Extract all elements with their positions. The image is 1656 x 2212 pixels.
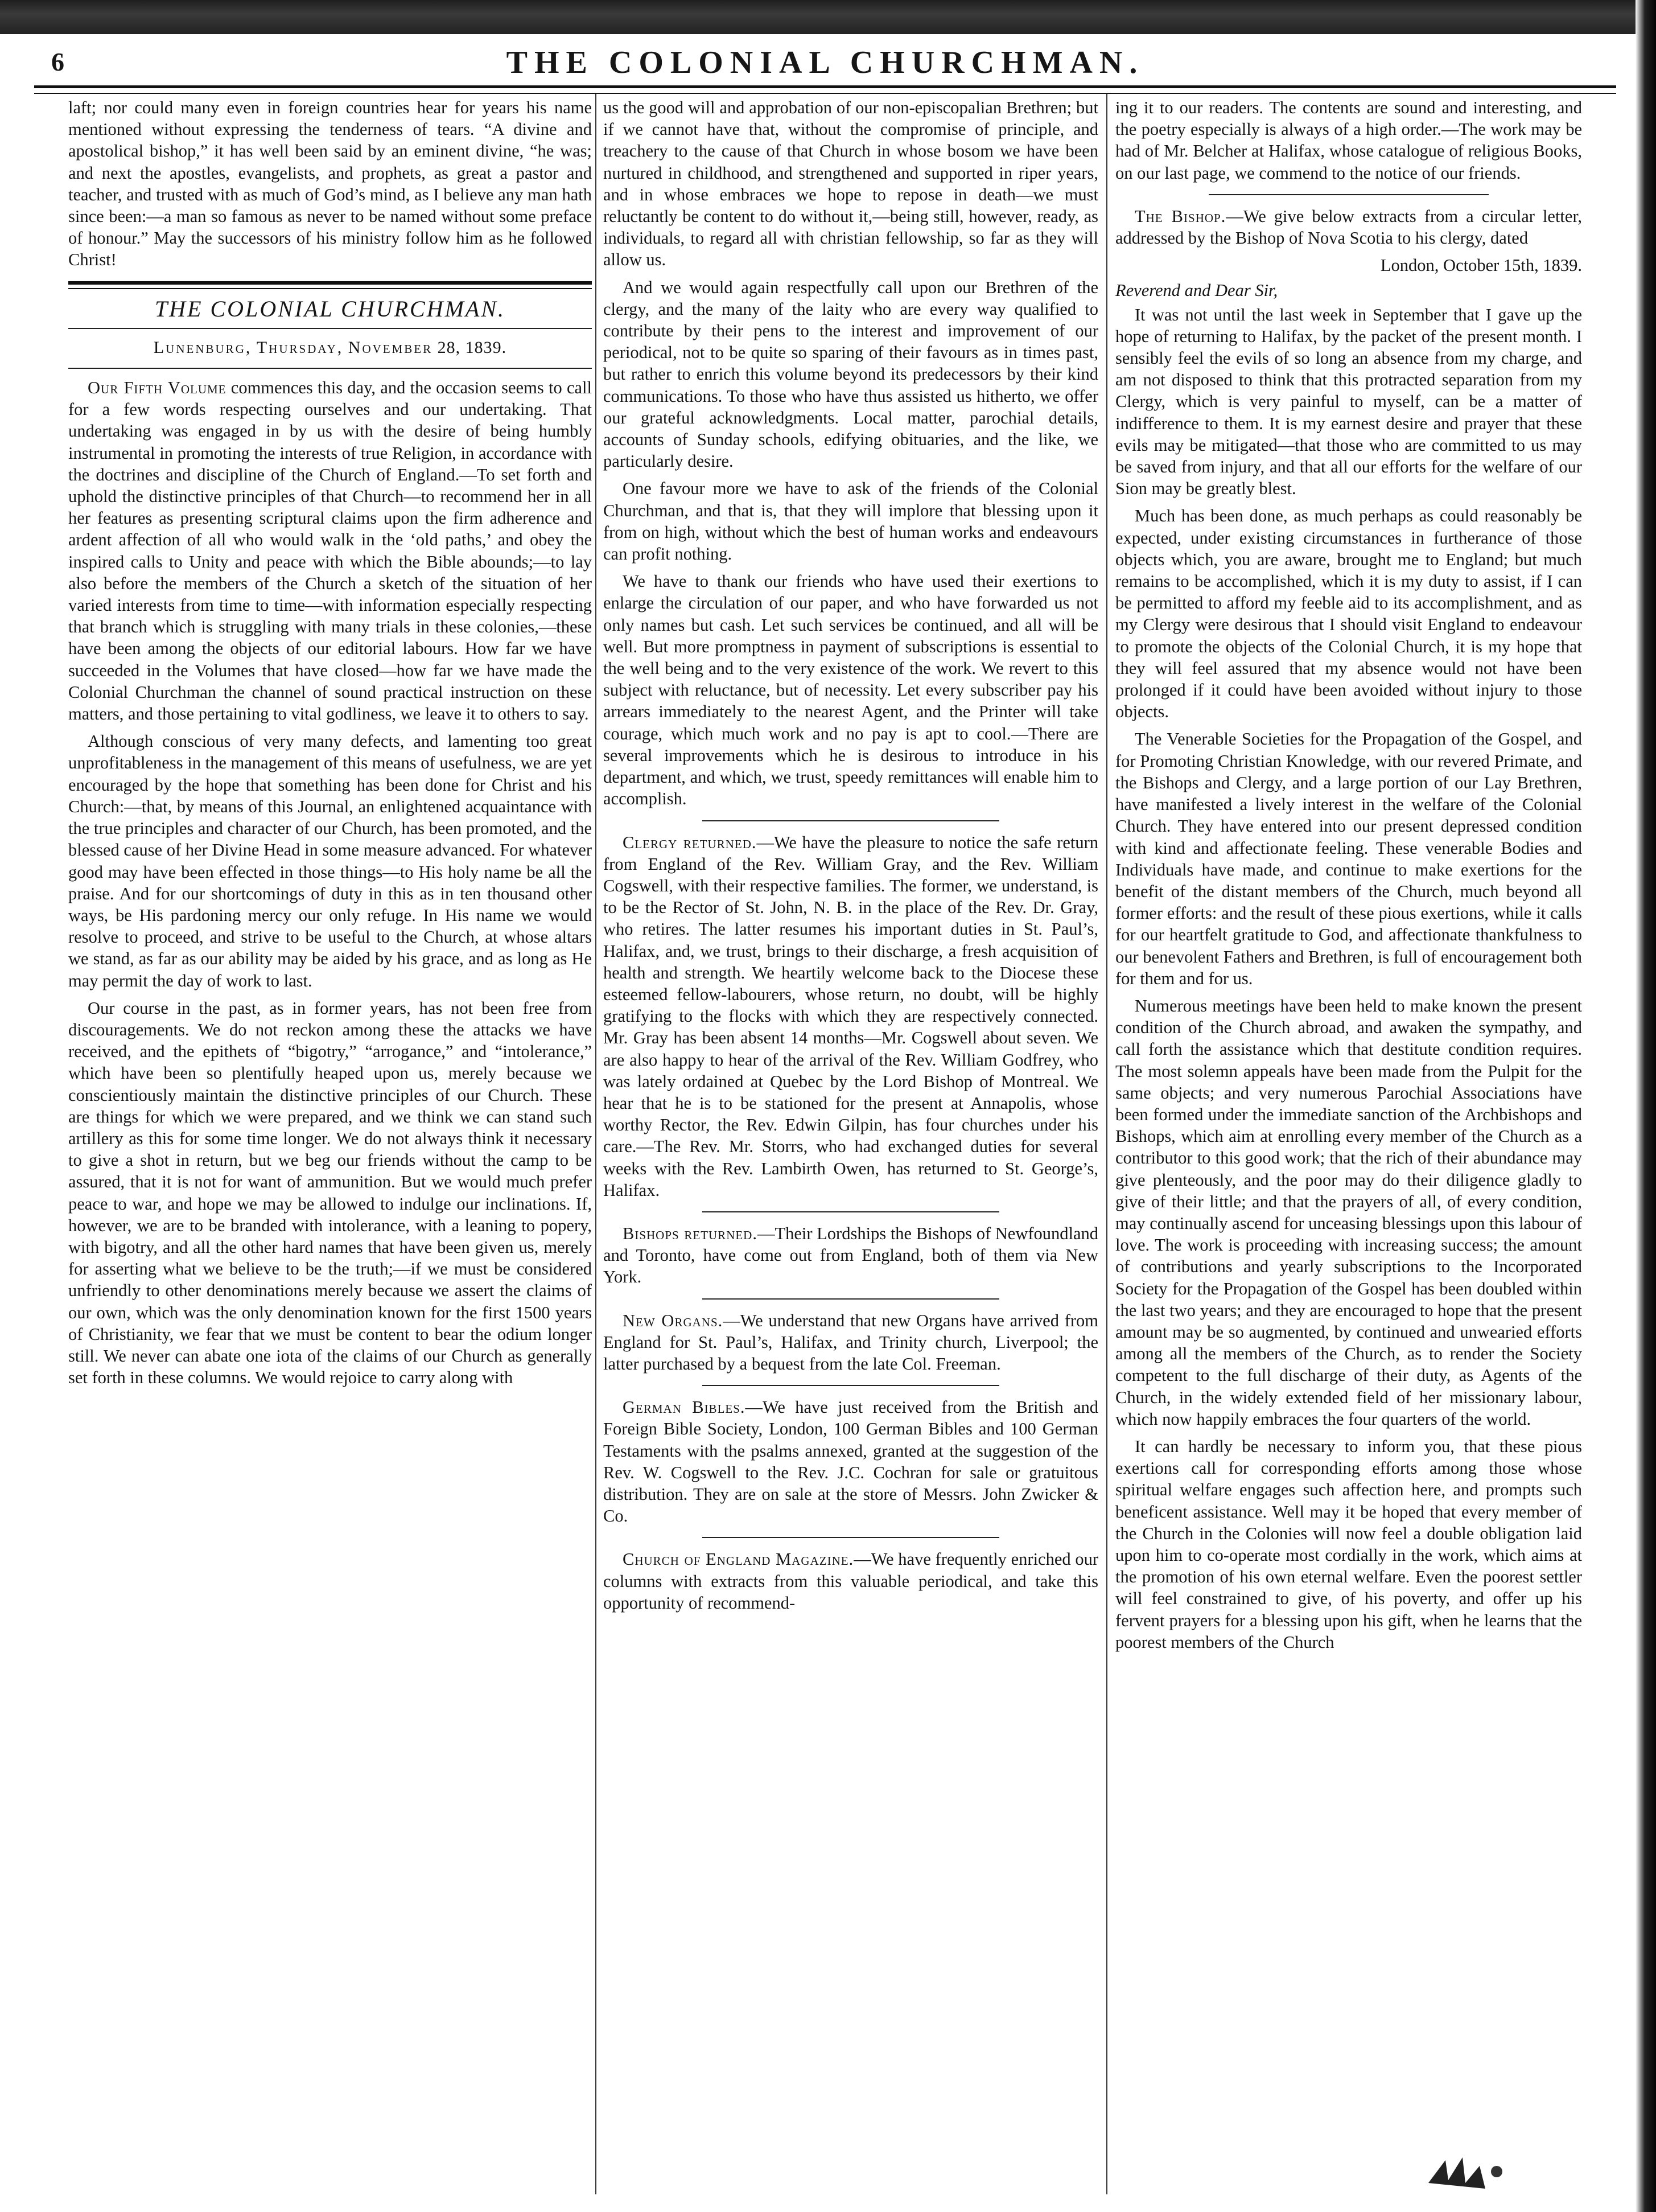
column-3 <box>1115 97 1582 1659</box>
paragraph: And we would again respectfully call upon our Brethren of the clergy, and the many of the laity who are every way qualified to contribute by their pens to the interest and improvement of our periodical, not to be quite so sparing of their favours as in times past, but rather to enrich this volume beyond its predecessors by their kind communications. To those who have thus assisted us hitherto, we offer our grateful acknowledgments. Local matter, parochial details, accounts of Sunday schools, edifying obituaries, and the like, we particularly desire. <box>603 277 1098 471</box>
editorial-paragraph: Our Fifth Volume commences this day, and the occasion seems to call for a few words respecting ourselves and our undertaking. That undertaking was engaged in by us with the desire of being humbly instrumental in promoting the interests of true Religion, in accordance with the doctrines and discipline of the Church of England.—To set forth and uphold the distinctive principles of that Church—to recommend her in all her features as presenting scriptural claims upon the firm adherence and ardent affection of all who would walk in the ‘old paths,’ and obey the inspired calls to Unity and peace with which the Bible abounds;—to lay also before the members of the Church a sketch of the situation of her varied interests from time to time—with information especially respecting that branch which is struggling with many trials in these colonies,—these have been among the objects of our editorial labours. How far we have succeeded in the Volumes that have closed—how far we have made the Colonial Churchman the channel of sound practical instruction on these matters, and those pertaining to vital godliness, we leave it to others to say. <box>68 378 592 724</box>
notice-lead: German Bibles. <box>623 1397 745 1417</box>
dateline-place: Lunenburg, <box>153 338 252 357</box>
double-rule <box>68 281 592 289</box>
paragraph: One favour more we have to ask of the friends of the Colonial Churchman, and that is, that they will implore that blessing upon it from on high, without which the best of human works and endeavours can profit nothing. <box>603 479 1098 564</box>
letter-paragraph: The Venerable Societies for the Propagation of the Gospel, and for Promoting Christian Knowledge, with our revered Primate, and the Bishops and Clergy, and a large portion of our Lay Brethren, have manifested a lively interest in the welfare of the Colonial Church. They have entered into our present depressed condition with kind and affectionate feeling. These venerable Bodies and Individuals have made, and continue to make exertions for the benefit of the distant members of the Church, much beyond all former efforts: and the result of these pious exertions, while it calls for our heartfelt gratitude to God, and affectionate thankfulness to our benevolent Fathers and Brethren, is full of encouragement both for them and for us. <box>1115 729 1582 988</box>
notice-german-bibles: German Bibles.—We have just received from the British and Foreign Bible Society, London, 100 German Bibles and 100 German Testaments with the psalms annexed, granted at the suggestion of the Rev. W. Cogswell to the Rev. J.C. Cochran for sale or gratuitous distribution. They are on sale at the store of Messrs. John Zwicker & Co. <box>603 1397 1098 1526</box>
rule <box>68 368 592 369</box>
notice-lead: Clergy returned. <box>623 832 757 852</box>
dateline <box>68 337 592 359</box>
paper-title: THE COLONIAL CHURCHMAN. <box>154 295 506 322</box>
scan-right-edge <box>1636 0 1656 2212</box>
letter-paragraph: Numerous meetings have been held to make known the present condition of the Church abroad, and awaken the sympathy, and call forth the assistance which that destitute condition requires. The most solemn appeals have been made from the Pulpit for the same objects; and very numerous Parochial Associations have been formed under the immediate sanction of the Archbishops and Bishops, which aim at enrolling every member of the Church as a contributor to this good work; that the rich of their abundance may give plenteously, and the poor may do their diligence gladly to give of their little; and that the prayers of all, of every condition, may continually ascend for unceasing blessings upon this labour of love. The work is proceeding with increasing success; the amount of contributions and yearly subscriptions to the Incorporated Society for the Propagation of the Gospel has been doubled within the last two years; and they are encouraged to hope that the present amount may be so augmented, by continued and unwearied efforts among all the members of the Church, as to render the Society competent to the full discharge of their duty, as Agents of the Church, in the widely extended field of her missionary labour, which now happily embraces the four quarters of the world. <box>1115 996 1582 1429</box>
letter-paragraph: It was not until the last week in September that I gave up the hope of returning to Halifax, by the packet of the present month. I sensibly feel the evils of so long an absence from my charge, and am not disposed to think that this protracted separation from my Clergy, which is very painful to myself, can be a matter of indifference to them. It is my earnest desire and prayer that these evils may be mitigated—that those who are committed to us may be saved from injury, and that all our efforts for the welfare of our Sion may be greatly blest. <box>1115 305 1582 499</box>
page-header <box>51 47 1599 81</box>
scan-top-edge <box>0 0 1656 34</box>
carryover-paragraph: laft; nor could many even in foreign countries hear for years his name mentioned without expressing the tenderness of tears. “A divine and apostolical bishop,” it has well been said by an eminent divine, “he was; and next the apostles, evangelists, and prophets, as great a pastor and teacher, and trusted with as much of God’s mind, as I believe any man hath since been:—a man so famous as never to be named without some preface of honour.” May the successors of his ministry follow him as he followed Christ! <box>68 98 592 270</box>
section-rule <box>702 1211 999 1212</box>
header-rule <box>34 85 1616 94</box>
letter-paragraph: Much has been done, as much perhaps as could reasonably be expected, under existing circumstances in furtherance of those objects which, you are aware, brought me to England; but much remains to be accomplished, which it is my duty to assist, if I can be permitted to afford my feeble aid to its accomplishment, and as my Clergy were desirous that I should visit England to endeavour to promote the objects of the Colonial Church, it is my hope that they will feel assured that my absence would not have been prolonged if it could have been avoided without injury to those objects. <box>1115 506 1582 722</box>
notice-lead: Church of England Magazine. <box>623 1549 854 1569</box>
column-2 <box>603 97 1098 1619</box>
letter-salutation: Reverend and Dear Sir, <box>1115 281 1278 301</box>
notice-new-organs: New Organs.—We understand that new Organs have arrived from England for St. Paul’s, Halifax, and Trinity church, Liverpool; the latter purchased by a bequest from the late Col. Freeman. <box>603 1310 1098 1374</box>
editorial-paragraph: Although conscious of very many defects, and lamenting too great unprofitableness in the management of this means of usefulness, we are yet encouraged by the hope that something has been done for Christ and his Church:—that, by means of this Journal, an enlightened acquaintance with the true principles and character of our Church, has been promoted, and the blessed cause of her Divine Head in some measure advanced. For whatever good may have been effected in those things—to His holy name be all the praise. And for our shortcomings of duty in this as in ten thousand other ways, be His pardoning mercy our only refuge. In His name we would resolve to proceed, and strive to be useful to the Church, at whose altars we stand, as far as our ability may be aided by his grace, and as long as He may permit the day of work to last. <box>68 731 592 990</box>
column-rule-1 <box>595 94 596 2194</box>
editorial-lead: Our Fifth Volume <box>88 378 226 398</box>
dateline-month: November <box>348 338 433 357</box>
column-rule-2 <box>1106 94 1107 2194</box>
notice-bishops-returned: Bishops returned.—Their Lordships the Bishops of Newfoundland and Toronto, have come out from England, both of them via New York. <box>603 1223 1099 1287</box>
page-number: 6 <box>51 47 64 76</box>
editorial-paragraph: Our course in the past, as in former years, has not been free from discouragements. We do not reckon among these the attacks we have received, and the epithets of “bigotry,” “arrogance,” and “intolerance,” which have been so plentifully heaped upon us, merely because we conscientiously maintain the distinctive principles of our Church. These are things for which we were prepared, and we think we can stand such artillery as this for some time longer. We do not always think it necessary to give a shot in return, but we beg our friends without the camp to be assured, that it is not for want of ammunition. But we would much prefer peace to war, and hope we may be allowed to indulge our inclinations. If, however, we are to be branded with intolerance, with a leaning to popery, with bigotry, and all the other hard names that have been given us, merely for asserting what we believe to be the truth;—if we must be considered unfriendly to other denominations merely because we assert the claims of our own, which was the only denomination known for the first 1500 years of Christianity, we fear that we must be content to bear the odium longer still. We never can abate one iota of the claims of our Church as generally set forth in these columns. We would rejoice to carry along with <box>68 998 592 1388</box>
continued-paragraph: ing it to our readers. The contents are sound and interesting, and the poetry especially is always of a high order.—The work may be had of Mr. Belcher at Halifax, whose catalogue of religious Books, on our last page, we commend to the notice of our friends. <box>1115 98 1582 183</box>
section-rule <box>702 1298 999 1300</box>
section-rule <box>702 820 999 821</box>
rule <box>68 328 592 329</box>
dateline-day: Thursday, <box>256 338 344 357</box>
notice-clergy-returned: Clergy returned.—We have the pleasure to notice the safe return from England of the Rev. William Gray, and the Rev. William Cogswell, with their respective families. The former, we understand, is to be the Rector of St. John, N. B. in the place of the Rev. Dr. Gray, who retires. The latter resumes his important duties in St. Paul’s, Halifax, and, we trust, brings to their discharge, a fresh acquisition of health and strength. We heartily welcome back to the Diocese these esteemed fellow-labourers, whose return, no doubt, will be highly gratifying to the flocks with which they are respectively connected. Mr. Gray has been absent 14 months—Mr. Cogswell about seven. We are also happy to hear of the arrival of the Rev. William Godfrey, who was lately ordained at Quebec by the Lord Bishop of Montreal. We hear that he is to be stationed for the present at Annapolis, whose worthy Rector, the Rev. Edwin Gilpin, has four churches under his care.—The Rev. Mr. Storrs, who had exchanged duties for several weeks with the Rev. Lambirth Owen, has returned to St. George’s, Halifax. <box>603 832 1098 1200</box>
bishop-intro: The Bishop.—We give below extracts from a circular letter, addressed by the Bishop of Nova Scotia to his clergy, dated <box>1115 206 1582 248</box>
notice-lead: New Organs. <box>623 1310 723 1330</box>
masthead: THE COLONIAL CHURCHMAN. <box>506 45 1144 80</box>
dateline-rest: 28, 1839. <box>437 338 507 357</box>
notice-lead: Bishops returned. <box>623 1223 757 1243</box>
letter-paragraph: It can hardly be necessary to inform you, that these pious exertions call for corresponding efforts among those whose spiritual welfare engages such affection here, and prompts such beneficent assistance. Well may it be hoped that every member of the Church in the Colonies will now feel a double obligation laid upon him to co-operate most cordially in the work, which aims at the promotion of his own eternal welfare. Even the poorest settler will feel constrained to give, of his poverty, and offer up his fervent prayers for a blessing upon his gift, when he learns that the poorest members of the Church <box>1115 1436 1582 1652</box>
section-rule <box>1209 194 1489 195</box>
letter-date: London, October 15th, 1839. <box>1380 256 1582 276</box>
notice-lead: The Bishop. <box>1135 206 1226 226</box>
column-1 <box>68 97 592 1394</box>
continued-paragraph: us the good will and approbation of our non-episcopalian Brethren; but if we cannot have that, without the compromise of principle, and treachery to the cause of that Church in whose bosom we have been nurtured in childhood, and strengthened and supported in riper years, and in whose embraces we hope to repose in death—we must reluctantly be content to do without it,—being still, however, ready, as individuals, to regard all with christian fellowship, so far as they will allow us. <box>603 98 1098 270</box>
ink-stamp-mark <box>1423 2149 1508 2194</box>
section-rule <box>702 1385 999 1386</box>
paragraph: We have to thank our friends who have used their exertions to enlarge the circulation of our paper, and who have forwarded us not only names but cash. Let such services be continued, and all will be well. But more promptness in payment of subscriptions is essential to the well being and to the very existence of the work. We revert to this subject with reluctance, but of necessity. Let every subscriber pay his arrears immediately to the nearest Agent, and the Printer will take courage, which much work and no pay is apt to cool.—There are several improvements which he is desirous to introduce in his department, and which, we trust, speedy remittances will enable him to accomplish. <box>603 571 1098 809</box>
section-rule <box>702 1537 999 1538</box>
notice-church-magazine: Church of England Magazine.—We have frequently enriched our columns with extracts from this valuable periodical, and take this opportunity of recommend- <box>603 1549 1098 1613</box>
